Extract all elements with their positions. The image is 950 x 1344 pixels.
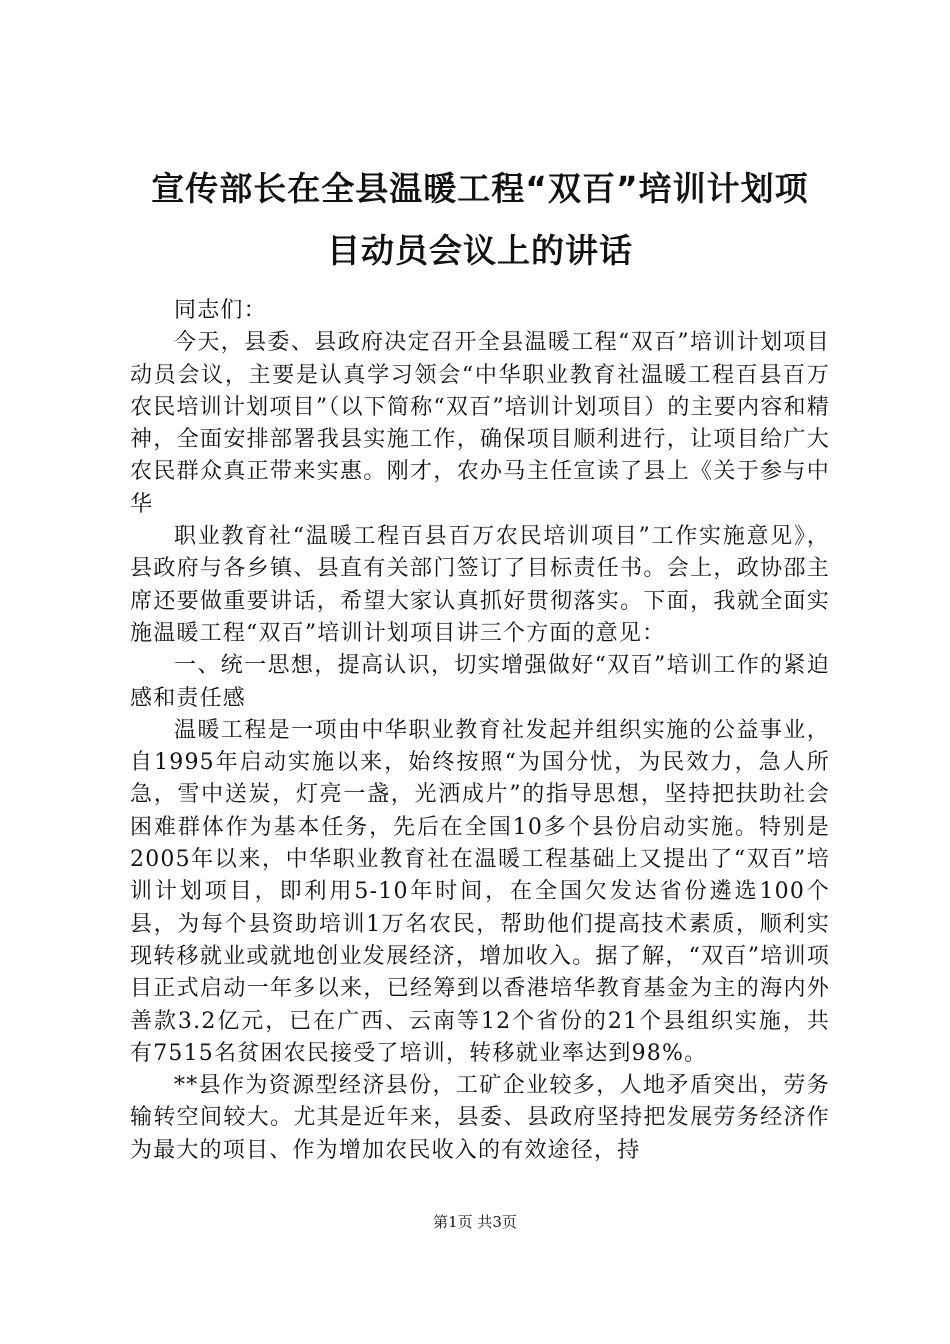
page-number: 第1页 共3页 — [433, 1213, 517, 1231]
paragraph-background: 温暖工程是一项由中华职业教育社发起并组织实施的公益事业，自1995年启动实施以来，始终按照“为国分忧，为民效力，急人所急，雪中送炭，灯亮一盏，光洒成片”的指导思想，坚持把扶助社会困难群体作为基本任务，先后在全国10多个县份启动实施。特别是2005年以来，中华职业教育社在温暖工程基础上又提出了“双百”培训计划项目，即利用5-10年时间，在全国欠发达省份遴选100个县，为每个县资助培训1万名农民，帮助他们提高技术素质，顺利实现转移就业或就地创业发展经济，增加收入。据了解，“双百”培训项目正式启动一年多以来，已经筹到以香港培华教育基金为主的海内外善款3.2亿元，已在广西、云南等12个省份的21个县组织实施，共有7515名贫困农民接受了培训，转移就业率达到98%。 — [130, 717, 830, 1066]
document-body — [130, 295, 830, 1167]
title-line-1: 宣传部长在全县温暖工程“双百”培训计划项 — [151, 169, 809, 208]
paragraph-intro: 今天，县委、县政府决定召开全县温暖工程“双百”培训计划项目动员会议，主要是认真学习领会“中华职业教育社温暖工程百县百万农民培训计划项目”（以下简称“双百”培训计划项目）的主要内容和精神，全面安排部署我县实施工作，确保项目顺利进行，让项目给广大农民群众真正带来实惠。刚才，农办马主任宣读了县上《关于参与中华 — [130, 330, 830, 517]
section-heading-1: 一、统一思想，提高认识，切实增强做好“双百”培训工作的紧迫感和责任感 — [130, 653, 830, 711]
salutation: 同志们： — [174, 298, 267, 323]
paragraph-county: **县作为资源型经济县份，工矿企业较多，人地矛盾突出，劳务输转空间较大。尤其是近年来，县委、县政府坚持把发展劳务经济作为最大的项目、作为增加农民收入的有效途径，持 — [130, 1073, 830, 1163]
paragraph-continuation: 职业教育社“温暖工程百县百万农民培训项目”工作实施意见》，县政府与各乡镇、县直有关部门签订了目标责任书。会上，政协邵主席还要做重要讲话，希望大家认真抓好贯彻落实。下面，我就全面实施温暖工程“双百”培训计划项目讲三个方面的意见： — [130, 524, 830, 646]
document-title — [100, 158, 860, 282]
title-line-2: 目动员会议上的讲话 — [327, 231, 633, 270]
page-footer — [0, 1212, 950, 1232]
